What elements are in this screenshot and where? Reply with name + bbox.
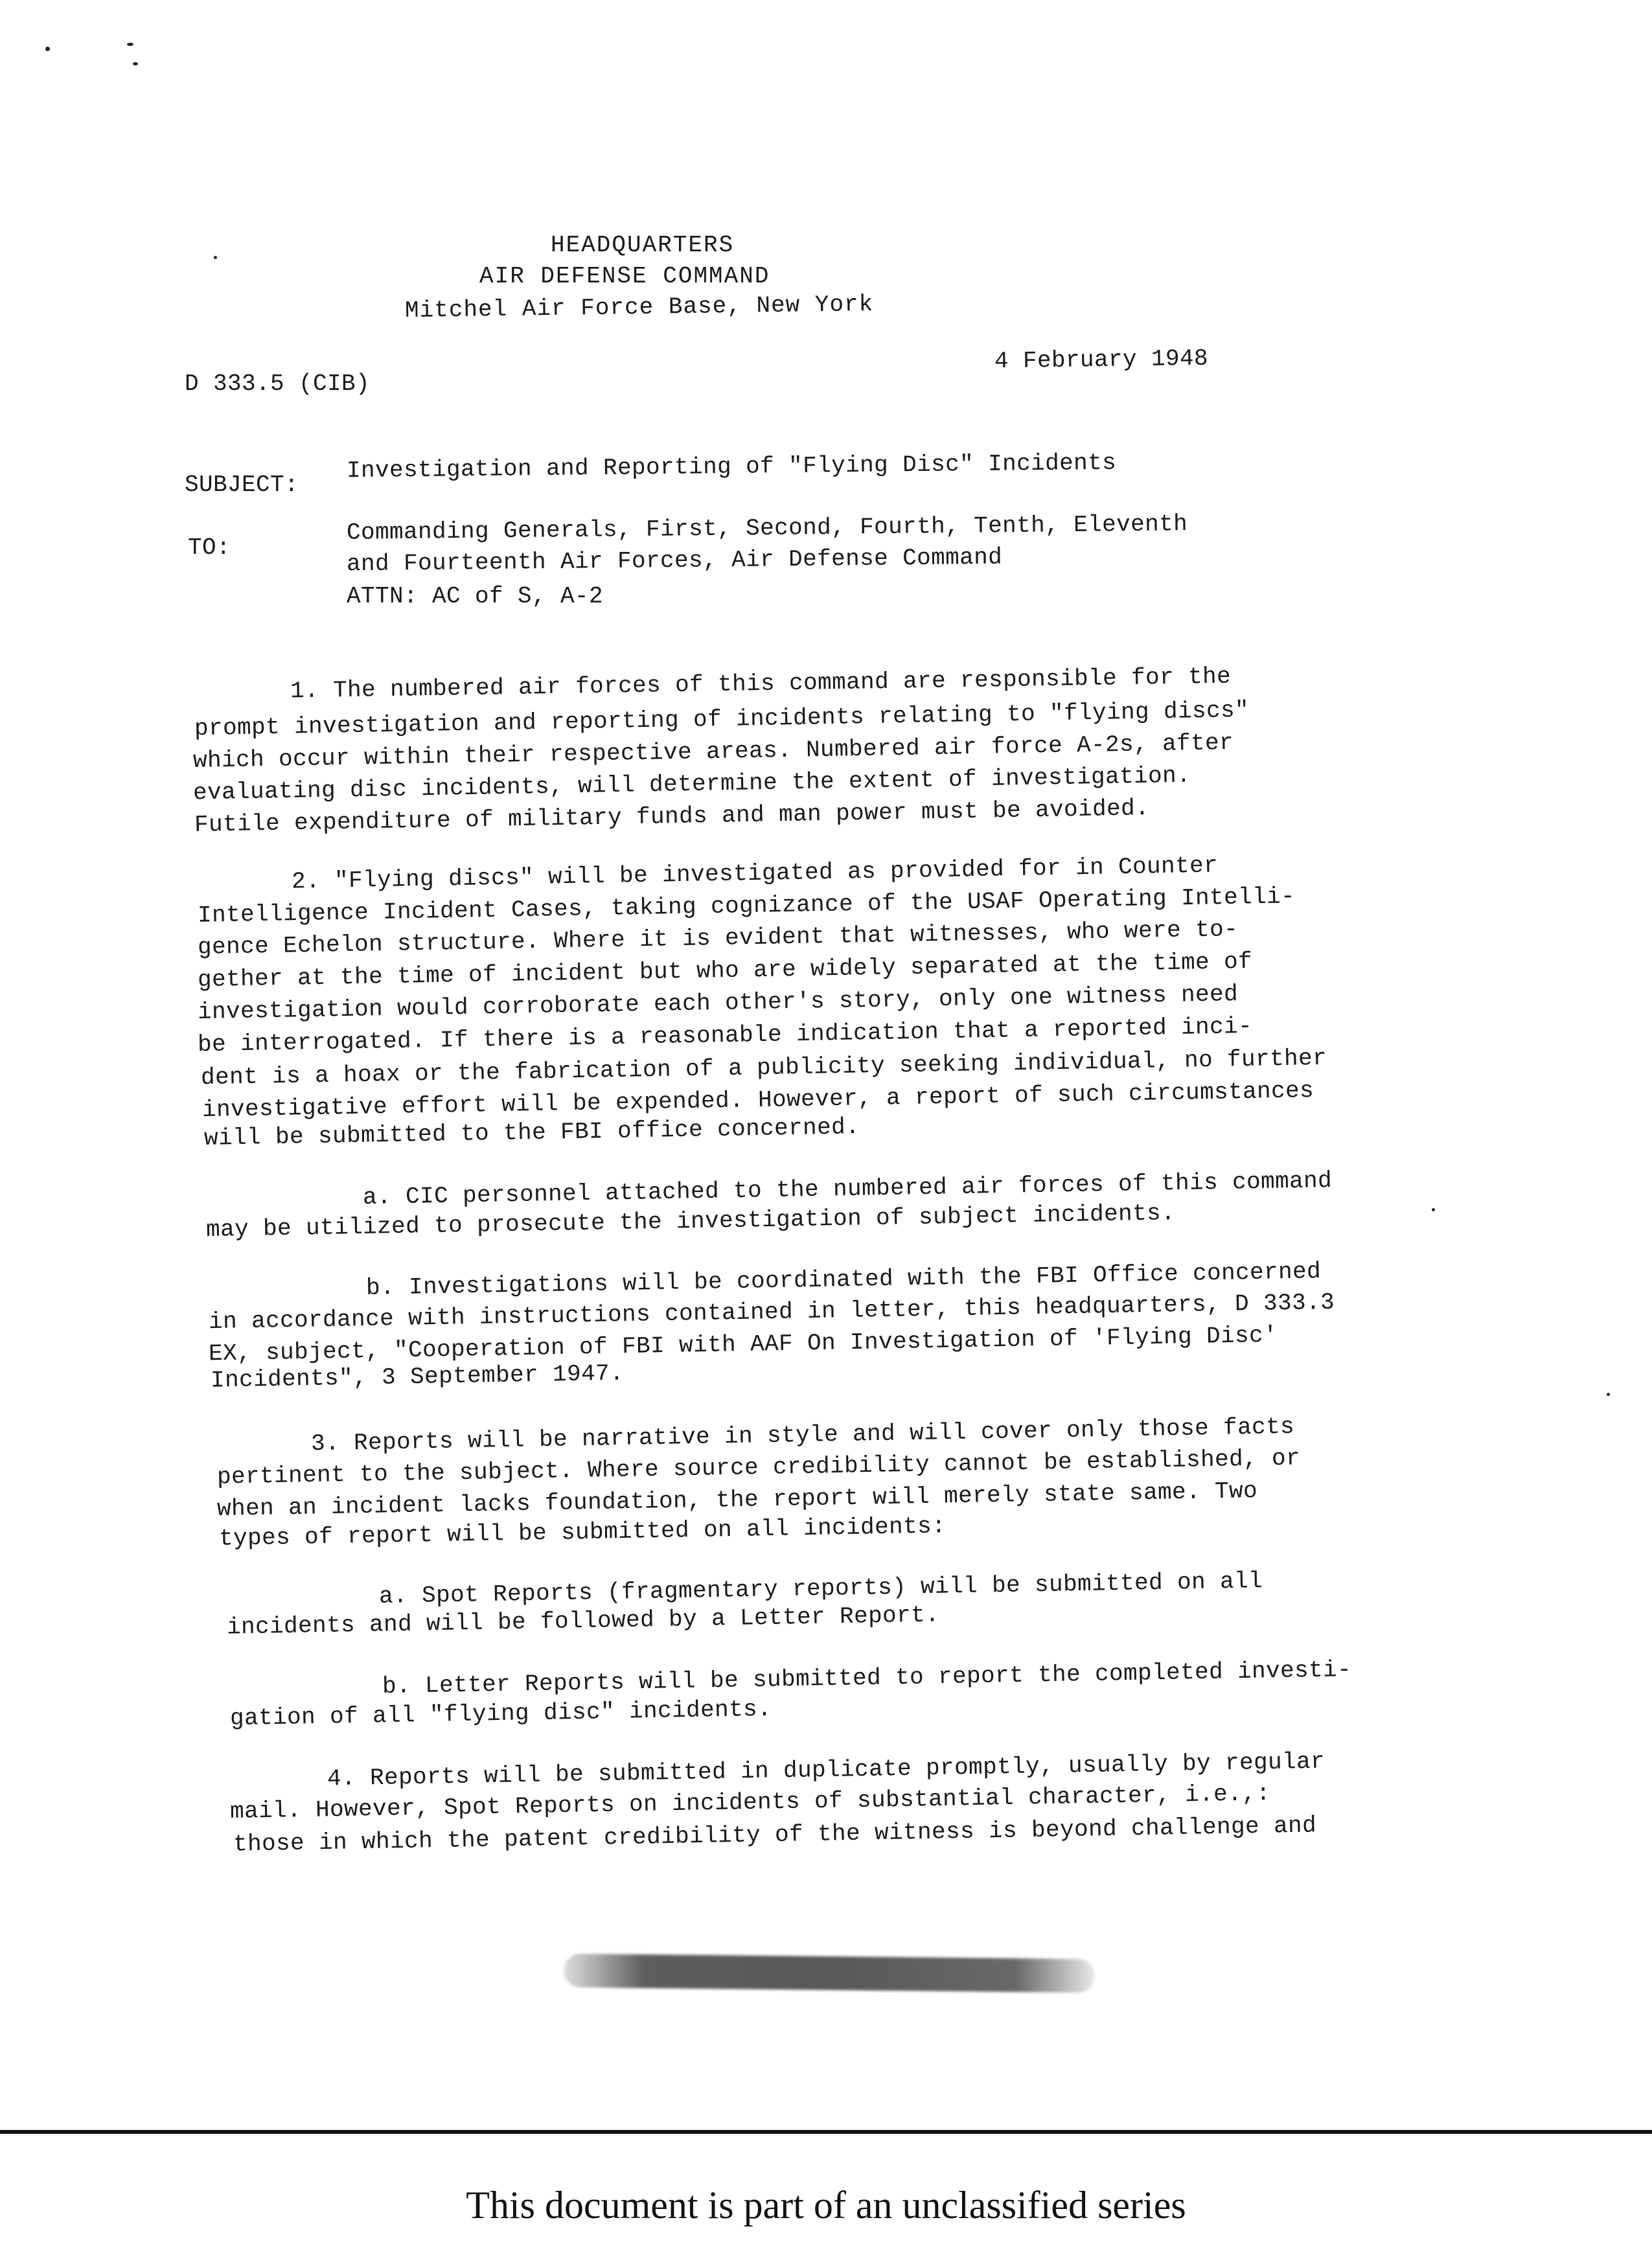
- body-line: will be submitted to the FBI office concerned.: [203, 1114, 860, 1152]
- body-line: b. Investigations will be coordinated with the FBI Office concerned: [365, 1258, 1322, 1301]
- body-line: Incidents", 3 September 1947.: [210, 1360, 625, 1394]
- to-label: TO:: [188, 534, 231, 561]
- subject-text: Investigation and Reporting of "Flying Disc" Incidents: [346, 449, 1117, 485]
- to-line: Commanding Generals, First, Second, Fourth, Tenth, Eleventh: [346, 510, 1188, 546]
- body-line: gation of all "flying disc" incidents.: [229, 1695, 772, 1732]
- body-line: 2. "Flying discs" will be investigated as provided for in Counter: [291, 852, 1219, 895]
- letterhead-line-3: Mitchel Air Force Base, New York: [404, 290, 874, 325]
- body-line: pertinent to the subject. Where source credibility cannot be established, or: [216, 1445, 1301, 1491]
- body-line: in accordance with instructions contained in letter, this headquarters, D 333.3: [208, 1288, 1335, 1336]
- body-line: gence Echelon structure. Where it is evident that witnesses, who were to-: [197, 915, 1239, 961]
- body-line: investigative effort will be expended. However, a report of such circumstances: [201, 1077, 1314, 1123]
- body-line: investigation would corroborate each other's story, only one witness need: [197, 980, 1239, 1026]
- body-line: 1. The numbered air forces of this command are responsible for the: [290, 663, 1232, 705]
- footer-note: This document is part of an unclassified series: [466, 2184, 1186, 2226]
- redaction-mark: [564, 1954, 1095, 1993]
- body-line: may be utilized to prosecute the investigation of subject incidents.: [205, 1199, 1176, 1244]
- body-line: a. Spot Reports (fragmentary reports) will be submitted on all: [378, 1568, 1263, 1610]
- to-line: ATTN: AC of S, A-2: [347, 583, 604, 610]
- body-line: mail. However, Spot Reports on incidents of substantial character, i.e.,:: [229, 1780, 1271, 1825]
- body-line: b. Letter Reports will be submitted to report the completed investi-: [382, 1656, 1352, 1700]
- body-line: Intelligence Incident Cases, taking cognizance of the USAF Operating Intelli-: [197, 883, 1296, 929]
- scan-speck: [1432, 1208, 1435, 1211]
- scan-speck: [127, 43, 133, 46]
- body-line: gether at the time of incident but who are widely separated at the time of: [197, 948, 1253, 994]
- memo-date: 4 February 1948: [994, 345, 1209, 375]
- letterhead-line-1: HEADQUARTERS: [551, 232, 735, 258]
- body-line: 4. Reports will be submitted in duplicate promptly, usually by regular: [327, 1748, 1325, 1792]
- to-line: and Fourteenth Air Forces, Air Defense Command: [346, 544, 1003, 578]
- body-line: prompt investigation and reporting of incidents relating to "flying discs": [194, 696, 1250, 742]
- letterhead-line-2: AIR DEFENSE COMMAND: [479, 263, 770, 290]
- scan-speck: [133, 62, 138, 65]
- body-line: which occur within their respective areas. Numbered air force A-2s, after: [192, 729, 1234, 775]
- body-line: EX, subject, "Cooperation of FBI with AAF On Investigation of 'Flying Disc': [208, 1322, 1278, 1368]
- body-line: types of report will be submitted on all incidents:: [218, 1513, 946, 1552]
- body-line: when an incident lacks foundation, the report will merely state same. Two: [216, 1477, 1258, 1523]
- scan-speck: [1607, 1393, 1610, 1396]
- body-line: dent is a hoax or the fabrication of a publicity seeking individual, no further: [200, 1044, 1327, 1092]
- body-line: those in which the patent credibility of the witness is beyond challenge and: [233, 1812, 1317, 1858]
- body-line: incidents and will be followed by a Letter Report.: [226, 1601, 940, 1641]
- footer-rule: [0, 2130, 1652, 2134]
- body-line: Futile expenditure of military funds and man power must be avoided.: [194, 795, 1150, 838]
- body-line: 3. Reports will be narrative in style and will cover only those facts: [310, 1413, 1295, 1458]
- subject-label: SUBJECT:: [185, 472, 299, 498]
- scan-speck: [45, 47, 50, 51]
- scan-speck: [214, 256, 217, 259]
- file-reference: D 333.5 (CIB): [185, 371, 371, 397]
- body-line: be interrogated. If there is a reasonable indication that a reported inci-: [197, 1013, 1253, 1059]
- body-line: a. CIC personnel attached to the numbered air forces of this command: [362, 1167, 1333, 1211]
- body-line: evaluating disc incidents, will determine the extent of investigation.: [192, 762, 1191, 807]
